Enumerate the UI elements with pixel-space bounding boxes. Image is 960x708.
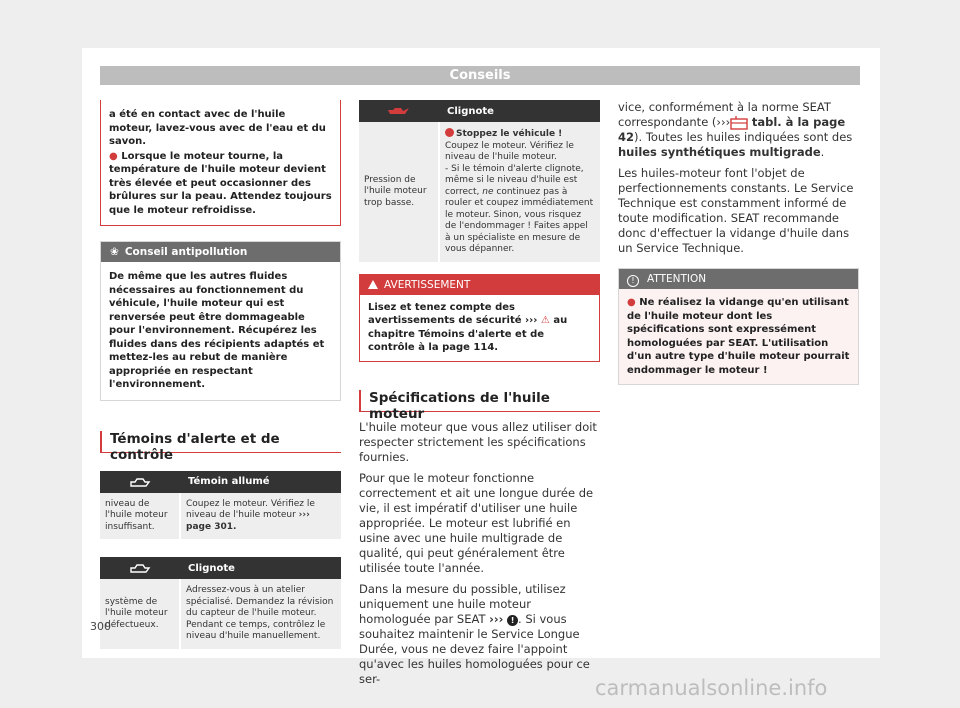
paragraph: vice, conformément à la norme SEAT correspondante (››› (618, 100, 831, 129)
warning-triangle-icon (368, 280, 378, 289)
ref-arrows: ››› (489, 611, 504, 626)
oil-spec-text-cont: vice, conformément à la norme SEAT correspondante (››› tabl. à la page 42). Toutes les huiles indiquées sont des huiles synthétiques multigrade. Les huiles-moteur font l'objet de perfectionnements constants. Le Service Technique est constamment informé de toute modification. SEAT recommande donc d'effectuer la vidange d'huile dans un Service Technique. (618, 100, 859, 256)
oil-sensor-icon (129, 562, 151, 574)
leaf-icon: ❀ (110, 246, 119, 258)
warning-text-2: Lorsque le moteur tourne, la température de l'huile moteur devient très élevée et peut occasionner des brûlures sur la peau. Attendez toujours que le moteur refroidisse. (109, 150, 332, 216)
lamp-label: système de l'huile moteur défectueux. (100, 579, 180, 649)
info-circle-icon: ! (627, 275, 639, 287)
paragraph: Les huiles-moteur font l'objet de perfectionnements constants. Le Service Technique est constamment informé de toute modification. SEAT recommande donc d'effectuer la vidange d'huile dans un Service Technique. (618, 166, 854, 255)
warning-box (359, 274, 600, 362)
table-header: Clignote (439, 100, 600, 122)
lamp-text-3: continuez pas à rouler et coupez immédiatement le moteur. Sinon, vous risquez de l'endommager ! Faites appel à un spécialiste en mesure de vous dépanner. (445, 186, 594, 254)
warning-text-2: au chapitre Témoins d'alerte et de contrôle à la page 114. (368, 315, 568, 353)
info-icon: ! (507, 615, 518, 626)
table-ref-link[interactable]: tabl. à la page 42 (618, 115, 846, 144)
bullet-icon: ● (627, 297, 640, 308)
table-header: Témoin allumé (180, 471, 341, 493)
attention-box (618, 268, 859, 385)
paragraph: L'huile moteur que vous allez utiliser doit respecter strictement les spécifications fournies. (359, 419, 597, 464)
eco-tip-title: Conseil antipollution (124, 246, 248, 258)
stop-text: Stoppez le véhicule ! (456, 129, 563, 139)
section-title-oil-spec: Spécifications de l'huile moteur (359, 390, 600, 412)
warning-triangle-small-icon: ⚠ (540, 315, 550, 326)
column-2 (359, 100, 600, 687)
table-header: Clignote (180, 557, 341, 579)
oil-spec-text (359, 420, 600, 687)
section-title-warning-lamps: Témoins d'alerte et de contrôle (100, 431, 341, 453)
lamp-label: niveau de l'huile moteur insuffisant. (100, 493, 180, 540)
oil-pressure-icon (386, 105, 412, 117)
column-1 (100, 100, 341, 649)
safety-warning-box (100, 100, 341, 226)
lamp-table-blink (100, 557, 341, 649)
lamp-table-on (100, 471, 341, 540)
watermark: carmanualsonline.info (595, 676, 828, 700)
lamp-label: Pression de l'huile moteur trop basse. (359, 122, 439, 262)
attention-title: ATTENTION (647, 273, 707, 285)
lamp-text-2: - Si le témoin d'alerte clignote, même si le niveau d'huile est correct, (445, 163, 584, 197)
paragraph: . Si vous souhaitez maintenir le Service Longue Durée, vous ne devez faire l'appoint qu'avec les huiles homologuées pour ce ser- (359, 611, 590, 686)
eco-tip-box (100, 241, 341, 401)
attention-text: Ne réalisez la vidange qu'en utilisant de l'huile moteur dont les spécifications sont expressément homologuées par SEAT. L'utilisation d'un autre type d'huile moteur pourrait endommager le moteur ! (627, 297, 850, 376)
eco-tip-text: De même que les autres fluides nécessaires au fonctionnement du véhicule, l'huile moteur qui est renversée peut être dommageable pour l'environnement. Récupérez les fluides dans des récipients adaptés et mettez-les au rebut de manière appropriée en respectant l'environnement. (109, 271, 325, 390)
oil-level-icon (129, 476, 151, 488)
warning-text-1: Lisez et tenez compte des avertissements de sécurité ››› (368, 301, 538, 326)
paragraph: Dans la mesure du possible, utilisez uniquement une huile moteur homologuée par SEAT (359, 581, 566, 626)
bullet-icon: ● (109, 150, 122, 162)
column-3 (618, 100, 859, 385)
paragraph: Pour que le moteur fonctionne correctement et ait une longue durée de vie, il est impératif d'utiliser une huile appropriée. Le moteur est lubrifié en usine avec une huile multigrade de qualité, qui peut généralement être utilisée toute l'année. (359, 470, 594, 575)
page-number: 300 (90, 620, 111, 633)
table-ref-icon (730, 116, 748, 130)
lamp-table-pressure (359, 100, 600, 262)
warning-title: AVERTISSEMENT (384, 278, 471, 291)
lamp-text: Adressez-vous à un atelier spécialisé. Demandez la révision du capteur de l'huile moteur. Pendant ce temps, contrôlez le niveau d'huile manuellement. (180, 579, 341, 649)
lamp-text-ne: ne (482, 186, 494, 197)
lamp-text: Coupez le moteur. Vérifiez le niveau de l'huile moteur (186, 498, 315, 520)
stop-icon (445, 128, 454, 137)
chapter-header: Conseils (100, 66, 860, 85)
page-link[interactable]: ››› page 301. (186, 510, 310, 532)
warning-text-1: a été en contact avec de l'huile moteur, lavez-vous avec de l'eau et du savon. (109, 109, 326, 147)
lamp-text-1: Coupez le moteur. Vérifiez le niveau de l'huile moteur. (445, 140, 574, 162)
